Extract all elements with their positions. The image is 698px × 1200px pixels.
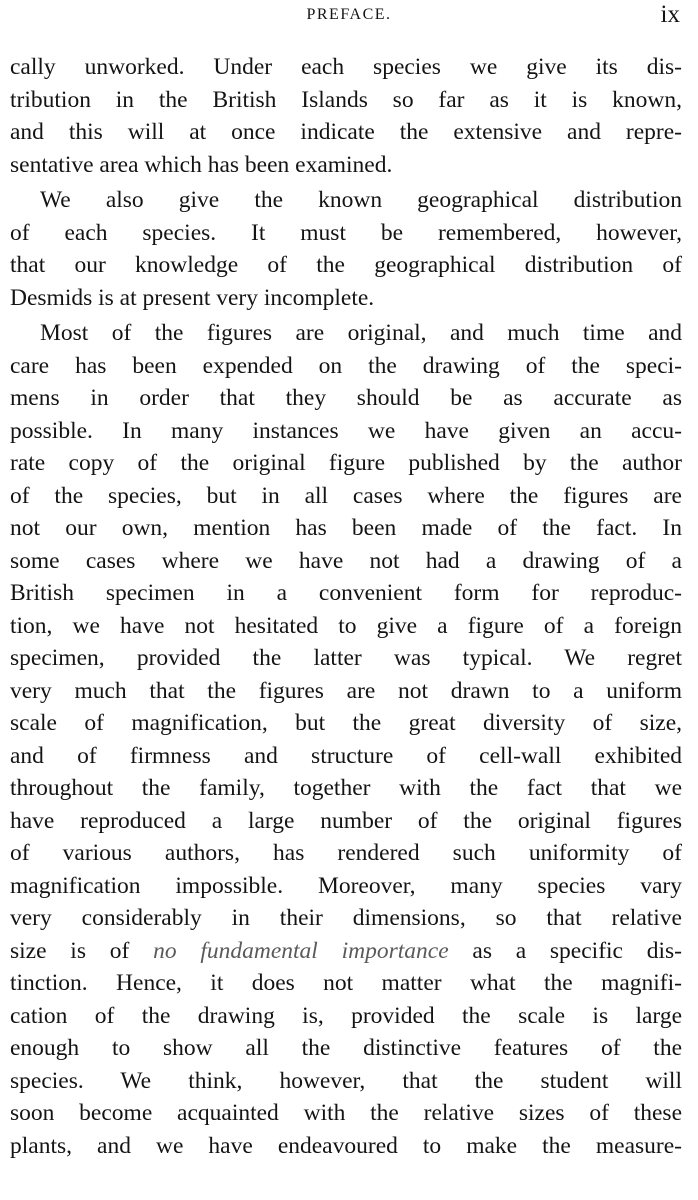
text-line-with-italic — [10, 935, 682, 968]
text-line: and of firmness and structure of cell-wall exhibited — [10, 742, 682, 769]
text-line: magnification impossible. Moreover, many species vary — [10, 872, 682, 899]
text-line: specimen, provided the latter was typical. We regret — [10, 645, 682, 671]
text-line: British specimen in a convenient form for reproduc- — [10, 580, 682, 606]
text-line: mens in order that they should be as accurate as — [10, 385, 682, 411]
text-line: of various authors, has rendered such uniformity of — [10, 840, 682, 866]
line-text-after-italic: as a specific dis- — [448, 937, 682, 964]
text-line: scale of magnification, but the great diversity of size, — [10, 710, 682, 736]
text-line: throughout the family, together with the fact that we — [10, 775, 682, 801]
text-line: some cases where we have not had a drawing of a — [10, 547, 682, 574]
line-text-before-italic: size is of — [10, 937, 154, 964]
text-line: sentative area which has been examined. — [10, 151, 393, 178]
text-line: plants, and we have endeavoured to make the measure- — [10, 1132, 682, 1159]
text-line: We also give the known geographical distribution — [40, 187, 682, 213]
text-line: species. We think, however, that the student will — [10, 1067, 682, 1094]
text-line: Desmids is at present very incomplete. — [10, 284, 375, 311]
page-number: ix — [660, 1, 680, 28]
text-line: very much that the figures are not drawn to a uniform — [10, 677, 682, 704]
text-line: soon become acquainted with the relative sizes of these — [10, 1100, 682, 1126]
text-line: rate copy of the original figure published by the author — [10, 450, 682, 476]
text-line: tribution in the British Islands so far as it is known, — [10, 86, 682, 113]
body-text — [10, 51, 682, 1162]
running-header — [0, 1, 698, 30]
text-line: cally unworked. Under each species we give its dis- — [10, 54, 682, 80]
text-line: have reproduced a large number of the original figures — [10, 807, 682, 834]
text-line: that our knowledge of the geographical distribution of — [10, 252, 682, 278]
text-line: cation of the drawing is, provided the scale is large — [10, 1002, 682, 1029]
text-line: tinction. Hence, it does not matter what the magnifi- — [10, 970, 682, 996]
text-line: Most of the figures are original, and much time and — [40, 320, 682, 346]
running-head-title: PREFACE. — [306, 6, 392, 23]
text-line: of each species. It must be remembered, however, — [10, 219, 682, 246]
text-line: tion, we have not hesitated to give a figure of a foreign — [10, 612, 682, 639]
text-line: not our own, mention has been made of the fact. In — [10, 515, 682, 541]
text-line: care has been expended on the drawing of the speci- — [10, 352, 682, 379]
text-line: very considerably in their dimensions, so that relative — [10, 905, 682, 931]
text-line: of the species, but in all cases where the figures are — [10, 482, 682, 509]
text-line: possible. In many instances we have given an accu- — [10, 417, 682, 444]
text-line: and this will at once indicate the extensive and repre- — [10, 119, 682, 145]
italic-phrase: no fundamental importance — [153, 937, 449, 964]
text-line: enough to show all the distinctive features of the — [10, 1035, 682, 1061]
